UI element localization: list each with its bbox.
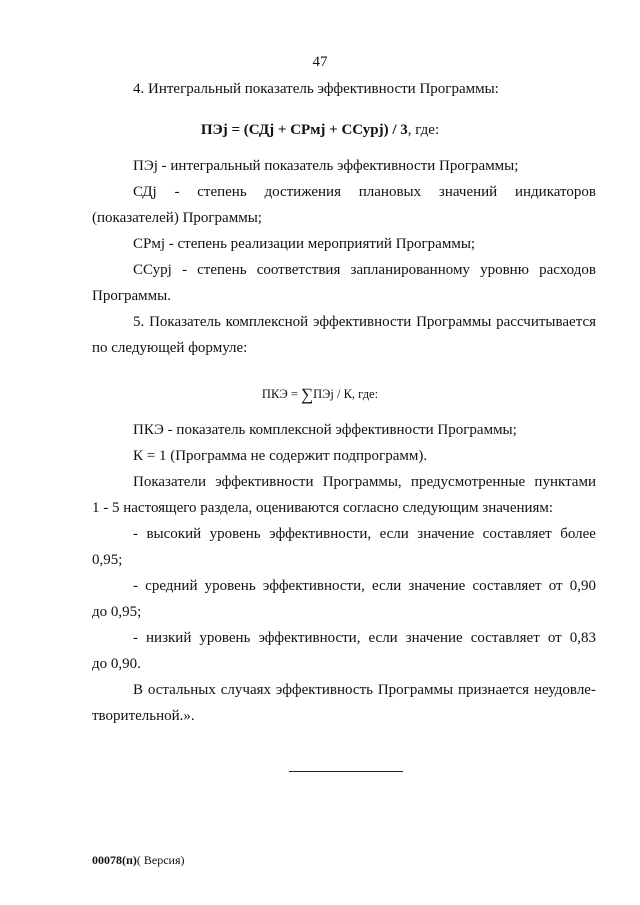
criterion-low-line [133, 629, 596, 647]
definition-ssurj-line [133, 261, 596, 279]
justified-word: если [379, 526, 409, 542]
justified-word: если [368, 630, 398, 646]
justified-word: ССурj [133, 262, 172, 278]
sum-symbol: ∑ [301, 385, 314, 404]
section-5-line [133, 313, 596, 331]
justified-word: Показатели [133, 474, 206, 490]
justified-word: значение [408, 578, 466, 594]
definition-sdj-continuation: (показателей) Программы; [92, 210, 262, 226]
justified-word: - [181, 262, 187, 278]
divider-line [289, 771, 403, 772]
justified-word: 0,90 [569, 578, 596, 594]
justified-word: Программы [416, 314, 492, 330]
justified-word: значений [438, 184, 498, 200]
formula-2-right: ПЭj / К, где: [313, 387, 379, 401]
criterion-high-continuation: 0,95; [92, 552, 123, 568]
integral-efficiency-formula [0, 122, 640, 139]
justified-word: уровень [199, 630, 251, 646]
justified-word: эффективности [313, 314, 412, 330]
justified-word: если [372, 578, 402, 594]
section-4-heading: 4. Интегральный показатель эффективности Программы: [133, 81, 499, 97]
closing-continuation: творительной.». [92, 708, 195, 724]
justified-word: более [560, 526, 596, 542]
justified-word: 0,83 [569, 630, 596, 646]
justified-word: высокий [146, 526, 202, 542]
justified-word: степень [197, 262, 247, 278]
justified-word: неудовле- [533, 682, 596, 698]
formula-expression: ПЭj = (СДj + СРмj + ССурj) / 3 [200, 122, 408, 138]
justified-word: СДj [133, 184, 157, 200]
criteria-intro-continuation: 1 - 5 настоящего раздела, оцениваются согласно следующим значениям: [92, 500, 554, 516]
justified-word: запланированному [350, 262, 470, 278]
definition-pke: ПКЭ - показатель комплексной эффективности Программы; [133, 422, 517, 438]
justified-word: эффективности, [262, 578, 365, 594]
justified-word: от [548, 578, 563, 594]
justified-word: пунктами [534, 474, 596, 490]
justified-word: - [133, 630, 138, 646]
justified-word: - [133, 526, 138, 542]
justified-word: составляет [470, 630, 540, 646]
criterion-high-line [133, 525, 596, 543]
definition-pej: ПЭj - интегральный показатель эффективности Программы; [133, 158, 519, 174]
justified-word: уровень [204, 578, 256, 594]
justified-word: составляет [472, 578, 542, 594]
justified-word: признается [457, 682, 530, 698]
criteria-intro-line [133, 473, 596, 491]
justified-word: эффективности, [269, 526, 372, 542]
criterion-low-continuation: до 0,90. [92, 656, 141, 672]
criterion-mid-line [133, 577, 596, 595]
document-code: 00078(п) [92, 853, 137, 867]
justified-word: уровню [480, 262, 529, 278]
justified-word: В [133, 682, 144, 698]
justified-word: низкий [146, 630, 192, 646]
justified-word: достижения [264, 184, 341, 200]
justified-word: остальных [147, 682, 216, 698]
justified-word: - [133, 578, 138, 594]
criterion-mid-continuation: до 0,95; [92, 604, 142, 620]
closing-line [133, 681, 596, 699]
formula-2-left: ПКЭ = [261, 387, 301, 401]
section-5-continuation: по следующей формуле: [92, 340, 248, 356]
justified-word: эффективности [215, 474, 314, 490]
justified-word: от [547, 630, 562, 646]
justified-word: Показатель [149, 314, 221, 330]
definition-sdj-line [133, 183, 596, 201]
justified-word: - [174, 184, 180, 200]
definition-ssurj-continuation: Программы. [92, 288, 171, 304]
justified-word: Программы, [322, 474, 402, 490]
justified-word: индикаторов [514, 184, 596, 200]
justified-word: комплексной [225, 314, 309, 330]
justified-word: эффективность [275, 682, 373, 698]
justified-word: составляет [482, 526, 552, 542]
complex-efficiency-formula [0, 383, 640, 403]
justified-word: рассчитывается [496, 314, 596, 330]
justified-word: средний [145, 578, 198, 594]
page-number: 47 [312, 54, 328, 70]
justified-word: случаях [220, 682, 272, 698]
definition-srmj: СРмj - степень реализации мероприятий Программы; [133, 236, 476, 252]
justified-word: предусмотренные [410, 474, 526, 490]
justified-word: уровень [209, 526, 261, 542]
justified-word: Программы [377, 682, 454, 698]
justified-word: степень [197, 184, 247, 200]
formula-tail: , где: [407, 122, 440, 138]
document-version: ( Версия) [136, 853, 185, 867]
definition-k: К = 1 (Программа не содержит подпрограмм). [133, 448, 428, 464]
justified-word: 5. [133, 314, 145, 330]
justified-word: плановых [358, 184, 422, 200]
justified-word: эффективности, [258, 630, 361, 646]
document-footer [92, 853, 185, 868]
justified-word: соответствия [256, 262, 341, 278]
justified-word: значение [417, 526, 475, 542]
justified-word: расходов [539, 262, 596, 278]
justified-word: значение [405, 630, 463, 646]
